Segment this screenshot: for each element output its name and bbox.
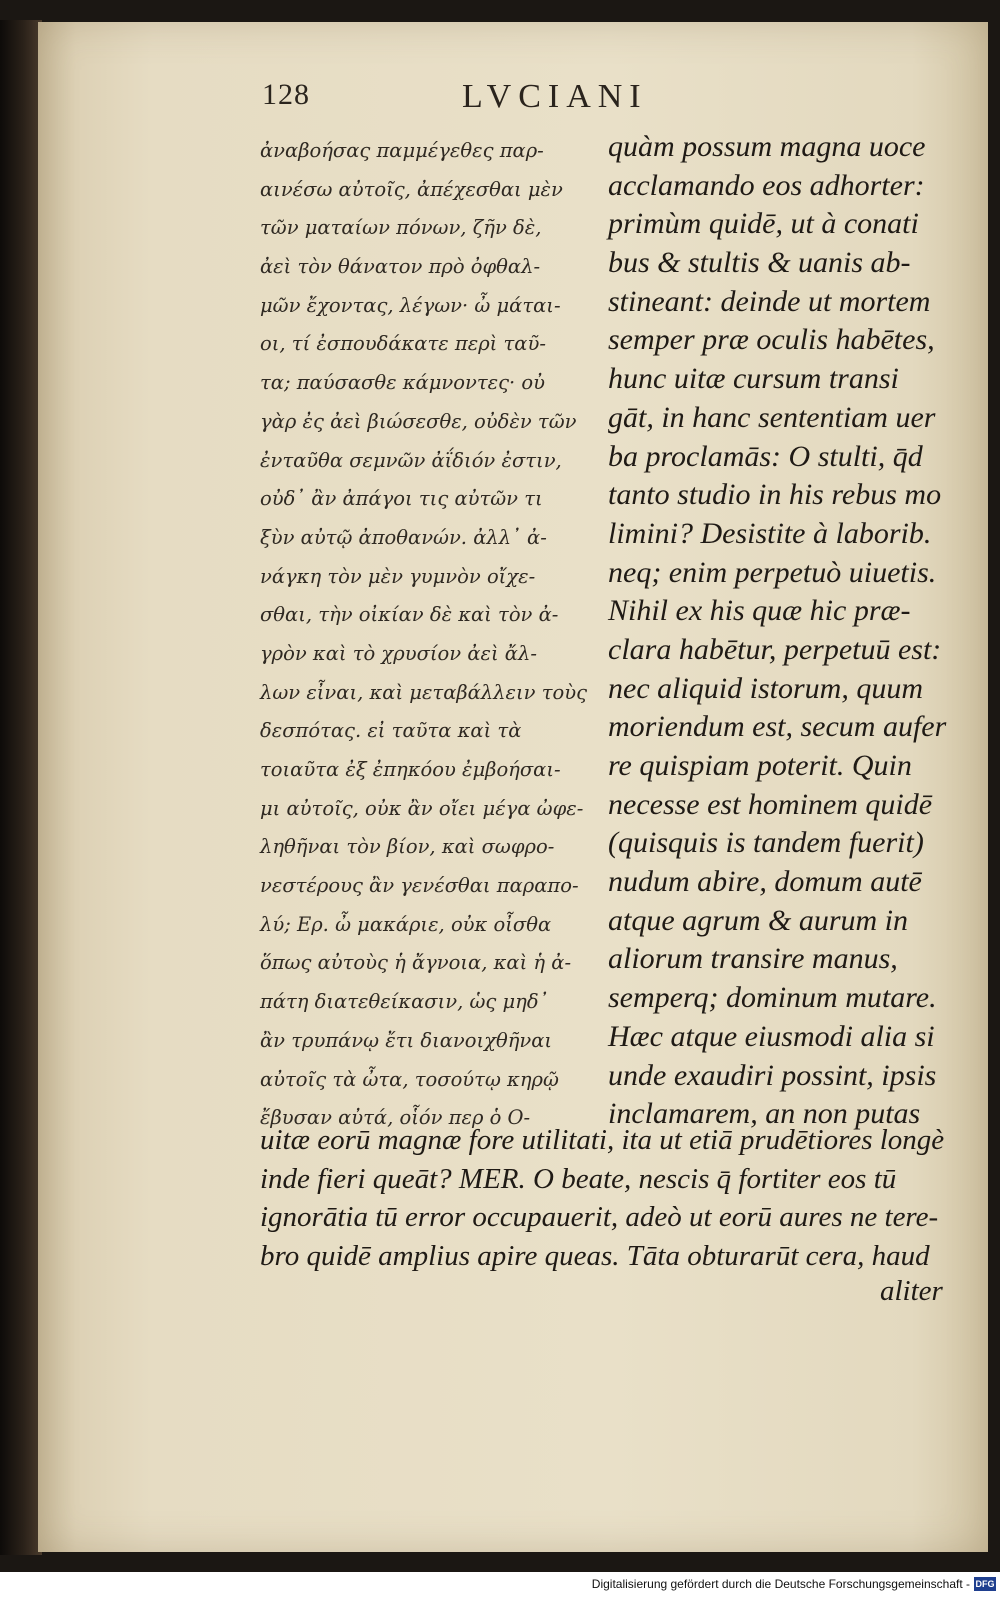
latin-line: nec aliquid istorum, quum — [608, 671, 923, 705]
funding-credit: Digitalisierung gefördert durch die Deutsche Forschungsgemeinschaft - — [591, 1577, 970, 1591]
latin-line: semperq; dominum mutare. — [608, 981, 937, 1015]
latin-line: bro quidē amplius apire queas. Tāta obturarūt cera, haud — [260, 1239, 930, 1272]
catchword: aliter — [880, 1275, 943, 1307]
greek-text-column — [260, 132, 588, 1138]
latin-line: atque agrum & aurum in — [608, 903, 908, 937]
latin-line: primùm quidē, ut à conati — [608, 207, 919, 241]
greek-line: νεστέρους ἂν γενέσθαι παραπο- — [260, 874, 579, 898]
greek-line: οὐδ᾽ ἂν ἀπάγοι τις αὐτῶν τι — [260, 487, 543, 511]
latin-line: acclamando eos adhorter: — [608, 168, 925, 202]
latin-text-column — [608, 128, 948, 1134]
greek-line: ἔβυσαν αὐτά, οἷόν περ ὁ Ο- — [260, 1106, 531, 1130]
greek-line: μι αὐτοῖς, οὐκ ἂν οἴει μέγα ὠφε- — [260, 796, 584, 820]
greek-line: οι, τί ἐσπουδάκατε περὶ ταῦ- — [260, 332, 546, 356]
latin-line: uitæ eorū magnæ fore utilitati, ita ut etiā prudētiores longè — [260, 1124, 945, 1156]
latin-line: (quisquis is tandem fuerit) — [608, 826, 924, 860]
latin-line: stineant: deinde ut mortem — [608, 284, 931, 318]
greek-line: λων εἶναι, καὶ μεταβάλλειν τοὺς — [260, 680, 588, 704]
greek-line: γρὸν καὶ τὸ χρυσίον ἀεὶ ἄλ- — [260, 641, 537, 665]
page-header — [262, 78, 762, 126]
latin-line: neq; enim perpetuò uiuetis. — [608, 555, 937, 589]
latin-line: Hæc atque eiusmodi alia si — [608, 1019, 935, 1053]
greek-line: ξὺν αὐτῷ ἀποθανών. ἀλλ᾽ ἀ- — [260, 525, 547, 549]
greek-line: γὰρ ἐς ἀεὶ βιώσεσθε, οὐδὲν τῶν — [260, 409, 577, 433]
latin-line: necesse est hominem quidē — [608, 787, 933, 821]
latin-line: ignorātia tū error occupauerit, adeò ut eorū aures ne tere- — [260, 1201, 939, 1234]
greek-line: ὅπως αὐτοὺς ἡ ἄγνοια, καὶ ἡ ἀ- — [260, 951, 572, 975]
greek-line: νάγκη τὸν μὲν γυμνὸν οἴχε- — [260, 564, 536, 588]
latin-line: gāt, in hanc sententiam uer — [608, 400, 936, 434]
full-width-latin-text — [260, 1121, 960, 1275]
latin-line: quàm possum magna uoce — [608, 130, 926, 163]
latin-line: inde fieri queāt? MER. O beate, nescis q̄ fortiter eos tū — [260, 1162, 897, 1195]
greek-line: ἀναβοήσας παμμέγεθες παρ- — [260, 139, 544, 162]
latin-line: nudum abire, domum autē — [608, 865, 922, 899]
greek-line: δεσπότας. εἰ ταῦτα καὶ τὰ — [260, 719, 522, 743]
greek-line: ἂν τρυπάνῳ ἔτι διανοιχθῆναι — [260, 1028, 553, 1052]
greek-line: ἀεὶ τὸν θάνατον πρὸ ὀφθαλ- — [260, 255, 541, 279]
greek-line: τοιαῦτα ἐξ ἐπηκόου ἐμβοήσαι- — [260, 758, 561, 781]
latin-line: semper præ oculis habētes, — [608, 323, 935, 357]
latin-line: unde exaudiri possint, ipsis — [608, 1058, 937, 1092]
latin-line: inclamarem, an non putas — [608, 1097, 921, 1131]
greek-line: πάτη διατεθείκασιν, ὡς μηδ᾽ — [260, 990, 549, 1014]
latin-line: re quispiam poterit. Quin — [608, 749, 912, 782]
greek-line: ἐνταῦθα σεμνῶν ἀΐδιόν ἐστιν, — [260, 448, 562, 472]
latin-line: bus & stultis & uanis ab- — [608, 246, 911, 280]
page-number: 128 — [262, 78, 310, 111]
greek-line: αινέσω αὐτοῖς, ἀπέχεσθαι μὲν — [260, 177, 563, 201]
greek-line: αὐτοῖς τὰ ὦτα, τοσούτῳ κηρῷ — [260, 1067, 559, 1091]
book-binding-shadow — [0, 20, 42, 1555]
running-title: LVCIANI — [462, 78, 648, 115]
latin-line: tanto studio in his rebus mo — [608, 478, 942, 512]
greek-line: σθαι, τὴν οἰκίαν δὲ καὶ τὸν ἀ- — [260, 603, 559, 627]
latin-line: limini? Desistite à laborib. — [608, 516, 932, 550]
latin-line: Nihil ex his quæ hic præ- — [608, 594, 911, 628]
latin-line: aliorum transire manus, — [608, 942, 898, 976]
latin-line: hunc uitæ cursum transi — [608, 362, 899, 396]
greek-line: ληθῆναι τὸν βίον, καὶ σωφρο- — [260, 835, 555, 859]
greek-line: τῶν ματαίων πόνων, ζῆν δὲ, — [260, 216, 542, 240]
latin-line: clara habētur, perpetuū est: — [608, 632, 942, 666]
digitization-footer — [0, 1572, 1000, 1600]
greek-line: μῶν ἔχοντας, λέγων· ὦ μάται- — [260, 293, 561, 317]
greek-line: λύ; Ερ. ὦ μακάριε, οὐκ οἶσθα — [260, 912, 552, 936]
latin-line: ba proclamās: O stulti, q̄d — [608, 439, 923, 473]
dfg-logo: DFG — [975, 1579, 995, 1589]
latin-line: moriendum est, secum aufer — [608, 710, 947, 744]
greek-line: τα; παύσασθε κάμνοντες· οὐ — [260, 371, 545, 395]
